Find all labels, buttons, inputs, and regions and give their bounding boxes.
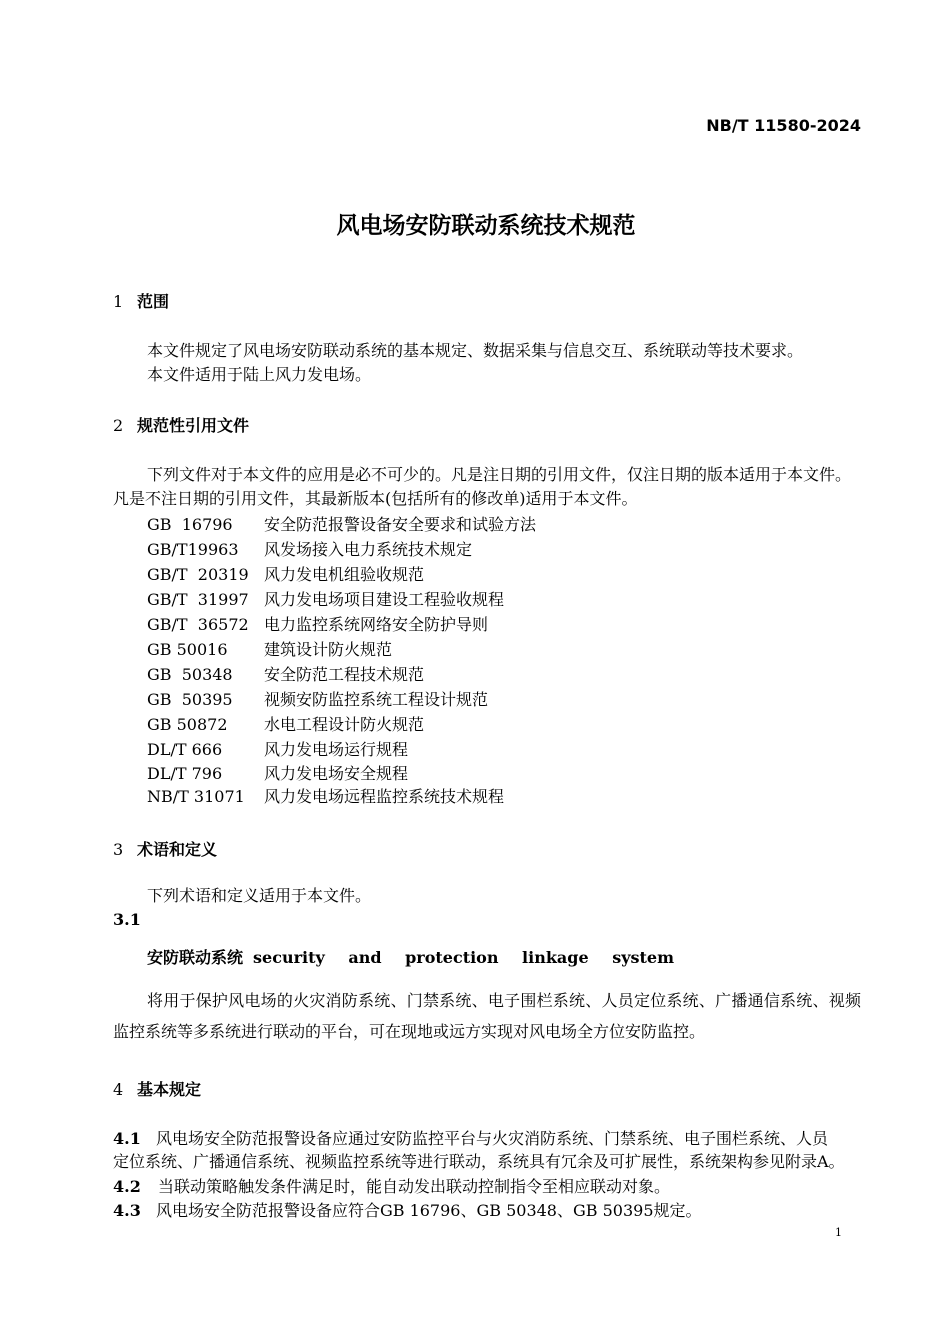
reference-title: 水电工程设计防火规范 [264,715,425,734]
clause-number: 4.1 [113,1129,141,1148]
term-chinese: 安防联动系统 [147,948,244,967]
document-title: 风电场安防联动系统技术规范 [336,213,636,239]
reference-code: GB 50016 [147,640,228,659]
section-number: 3 [113,840,124,859]
reference-title: 风力发电场运行规程 [264,740,409,759]
refs-intro-line-1: 下列文件对于本文件的应用是必不可少的。凡是注日期的引用文件，仅注日期的版本适用于本文件。 [147,465,852,484]
reference-code: GB/T 20319 [147,565,249,584]
reference-code: DL/T 666 [147,740,223,759]
scope-paragraph-1: 本文件规定了风电场安防联动系统的基本规定、数据采集与信息交互、系统联动等技术要求。 [147,341,804,360]
reference-title: 视频安防监控系统工程设计规范 [264,690,489,709]
reference-row [147,712,424,735]
reference-row [147,587,504,610]
section-title: 规范性引用文件 [137,416,250,435]
reference-row [147,512,536,535]
clause-text: 风电场安全防范报警设备应通过安防监控平台与火灾消防系统、门禁系统、电子围栏系统、人员 [155,1129,828,1148]
reference-title: 风力发电场项目建设工程验收规程 [264,590,505,609]
page-number: 1 [835,1226,842,1239]
clause-number: 4.2 [113,1177,141,1196]
clause-number: 4.3 [113,1201,141,1220]
refs-intro-line-2: 凡是不注日期的引用文件，其最新版本(包括所有的修改单)适用于本文件。 [113,489,638,508]
section-heading-normative-refs [113,413,249,436]
reference-title: 电力监控系统网络安全防护导则 [264,615,489,634]
reference-row [147,662,424,685]
reference-title: 风力发电场远程监控系统技术规程 [264,787,505,806]
clause-text: 当联动策略触发条件满足时，能自动发出联动控制指令至相应联动对象。 [157,1177,670,1196]
clause-4-1-line-2: 定位系统、广播通信系统、视频监控系统等进行联动，系统具有冗余及可扩展性，系统架构参见附录A。 [113,1152,845,1171]
reference-row [147,687,488,710]
clause-4-3 [113,1199,702,1223]
reference-title: 安全防范报警设备安全要求和试验方法 [264,515,537,534]
reference-code: DL/T 796 [147,764,223,783]
reference-row [147,537,472,560]
section-number: 2 [113,416,124,435]
section-title: 基本规定 [137,1080,202,1099]
standard-code: NB/T 11580-2024 [706,116,861,135]
term-number: 3.1 [113,910,141,929]
section-heading-basic [113,1077,201,1100]
section-number: 1 [113,292,124,311]
term-entry [147,946,674,971]
reference-row [147,562,424,585]
reference-row [147,761,408,784]
reference-title: 风发场接入电力系统技术规定 [264,540,473,559]
clause-text: 风电场安全防范报警设备应符合GB 16796、GB 50348、GB 50395规定。 [155,1201,702,1220]
section-number: 4 [113,1080,124,1099]
reference-code: GB/T19963 [147,540,239,559]
section-title: 范围 [137,292,170,311]
term-english: security and protection linkage system [253,948,675,967]
reference-code: GB/T 36572 [147,615,249,634]
terms-intro: 下列术语和定义适用于本文件。 [147,886,372,905]
reference-row [147,637,392,660]
clause-4-2 [113,1175,670,1199]
reference-title: 建筑设计防火规范 [264,640,393,659]
section-heading-terms [113,837,217,860]
clause-4-1 [113,1127,828,1151]
reference-code: NB/T 31071 [147,787,245,806]
section-title: 术语和定义 [137,840,218,859]
reference-row [147,784,504,807]
term-definition: 将用于保护风电场的火灾消防系统、门禁系统、电子围栏系统、人员定位系统、广播通信系统、视频监控系统等多系统进行联动的平台，可在现地或远方实现对风电场全方位安防监控。 [113,991,861,1041]
reference-row [147,612,488,635]
scope-paragraph-2: 本文件适用于陆上风力发电场。 [147,365,372,384]
reference-row [147,737,408,760]
reference-code: GB 16796 [147,515,233,534]
reference-code: GB 50395 [147,690,233,709]
reference-title: 风力发电机组验收规范 [264,565,425,584]
reference-title: 安全防范工程技术规范 [264,665,425,684]
reference-code: GB 50348 [147,665,233,684]
reference-title: 风力发电场安全规程 [264,764,409,783]
reference-code: GB 50872 [147,715,228,734]
section-heading-scope [113,289,169,312]
reference-code: GB/T 31997 [147,590,249,609]
